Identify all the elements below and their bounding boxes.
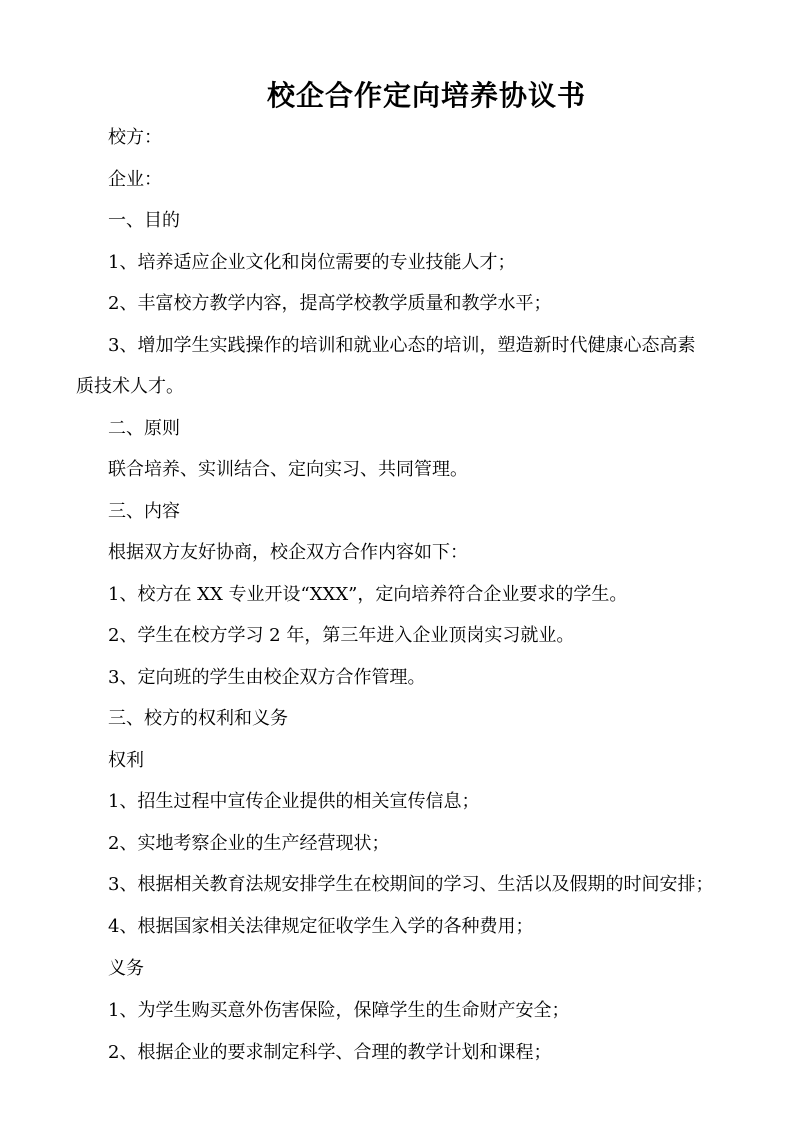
subheading-rights: 权利: [108, 750, 144, 771]
content-item-2: 2、学生在校方学习 2 年，第三年进入企业顶岗实习就业。: [108, 625, 575, 646]
content-item-3: 3、定向班的学生由校企双方合作管理。: [108, 667, 426, 688]
content-item-1: 1、校方在 XX 专业开设“XXX”，定向培养符合企业要求的学生。: [108, 584, 628, 605]
duties-item-2: 2、根据企业的要求制定科学、合理的教学计划和课程；: [108, 1042, 552, 1063]
rights-item-2: 2、实地考察企业的生产经营现状；: [108, 833, 390, 854]
section-heading-purpose: 一、目的: [108, 210, 180, 231]
purpose-item-1: 1、培养适应企业文化和岗位需要的专业技能人才；: [108, 252, 516, 273]
enterprise-party-line: 企业：: [108, 169, 162, 190]
purpose-item-2: 2、丰富校方教学内容，提高学校教学质量和教学水平；: [108, 293, 552, 314]
section-heading-principles: 二、原则: [108, 418, 180, 439]
document-title: 校企合作定向培养协议书: [266, 79, 586, 112]
rights-item-4: 4、根据国家相关法律规定征收学生入学的各种费用；: [108, 916, 534, 937]
section-heading-content: 三、内容: [108, 501, 180, 522]
section-heading-school-rights-duties: 三、校方的权利和义务: [108, 708, 288, 729]
rights-item-3: 3、根据相关教育法规安排学生在校期间的学习、生活以及假期的时间安排；: [108, 874, 714, 895]
rights-item-1: 1、招生过程中宣传企业提供的相关宣传信息；: [108, 791, 480, 812]
principles-text: 联合培养、实训结合、定向实习、共同管理。: [108, 459, 468, 480]
purpose-item-3-continued: 质技术人才。: [76, 376, 184, 397]
purpose-item-3: 3、增加学生实践操作的培训和就业心态的培训，塑造新时代健康心态高素: [108, 335, 696, 356]
duties-item-1: 1、为学生购买意外伤害保险，保障学生的生命财产安全；: [108, 1000, 570, 1021]
school-party-line: 校方：: [108, 127, 162, 148]
subheading-duties: 义务: [108, 958, 144, 979]
content-intro: 根据双方友好协商，校企双方合作内容如下：: [108, 542, 468, 563]
